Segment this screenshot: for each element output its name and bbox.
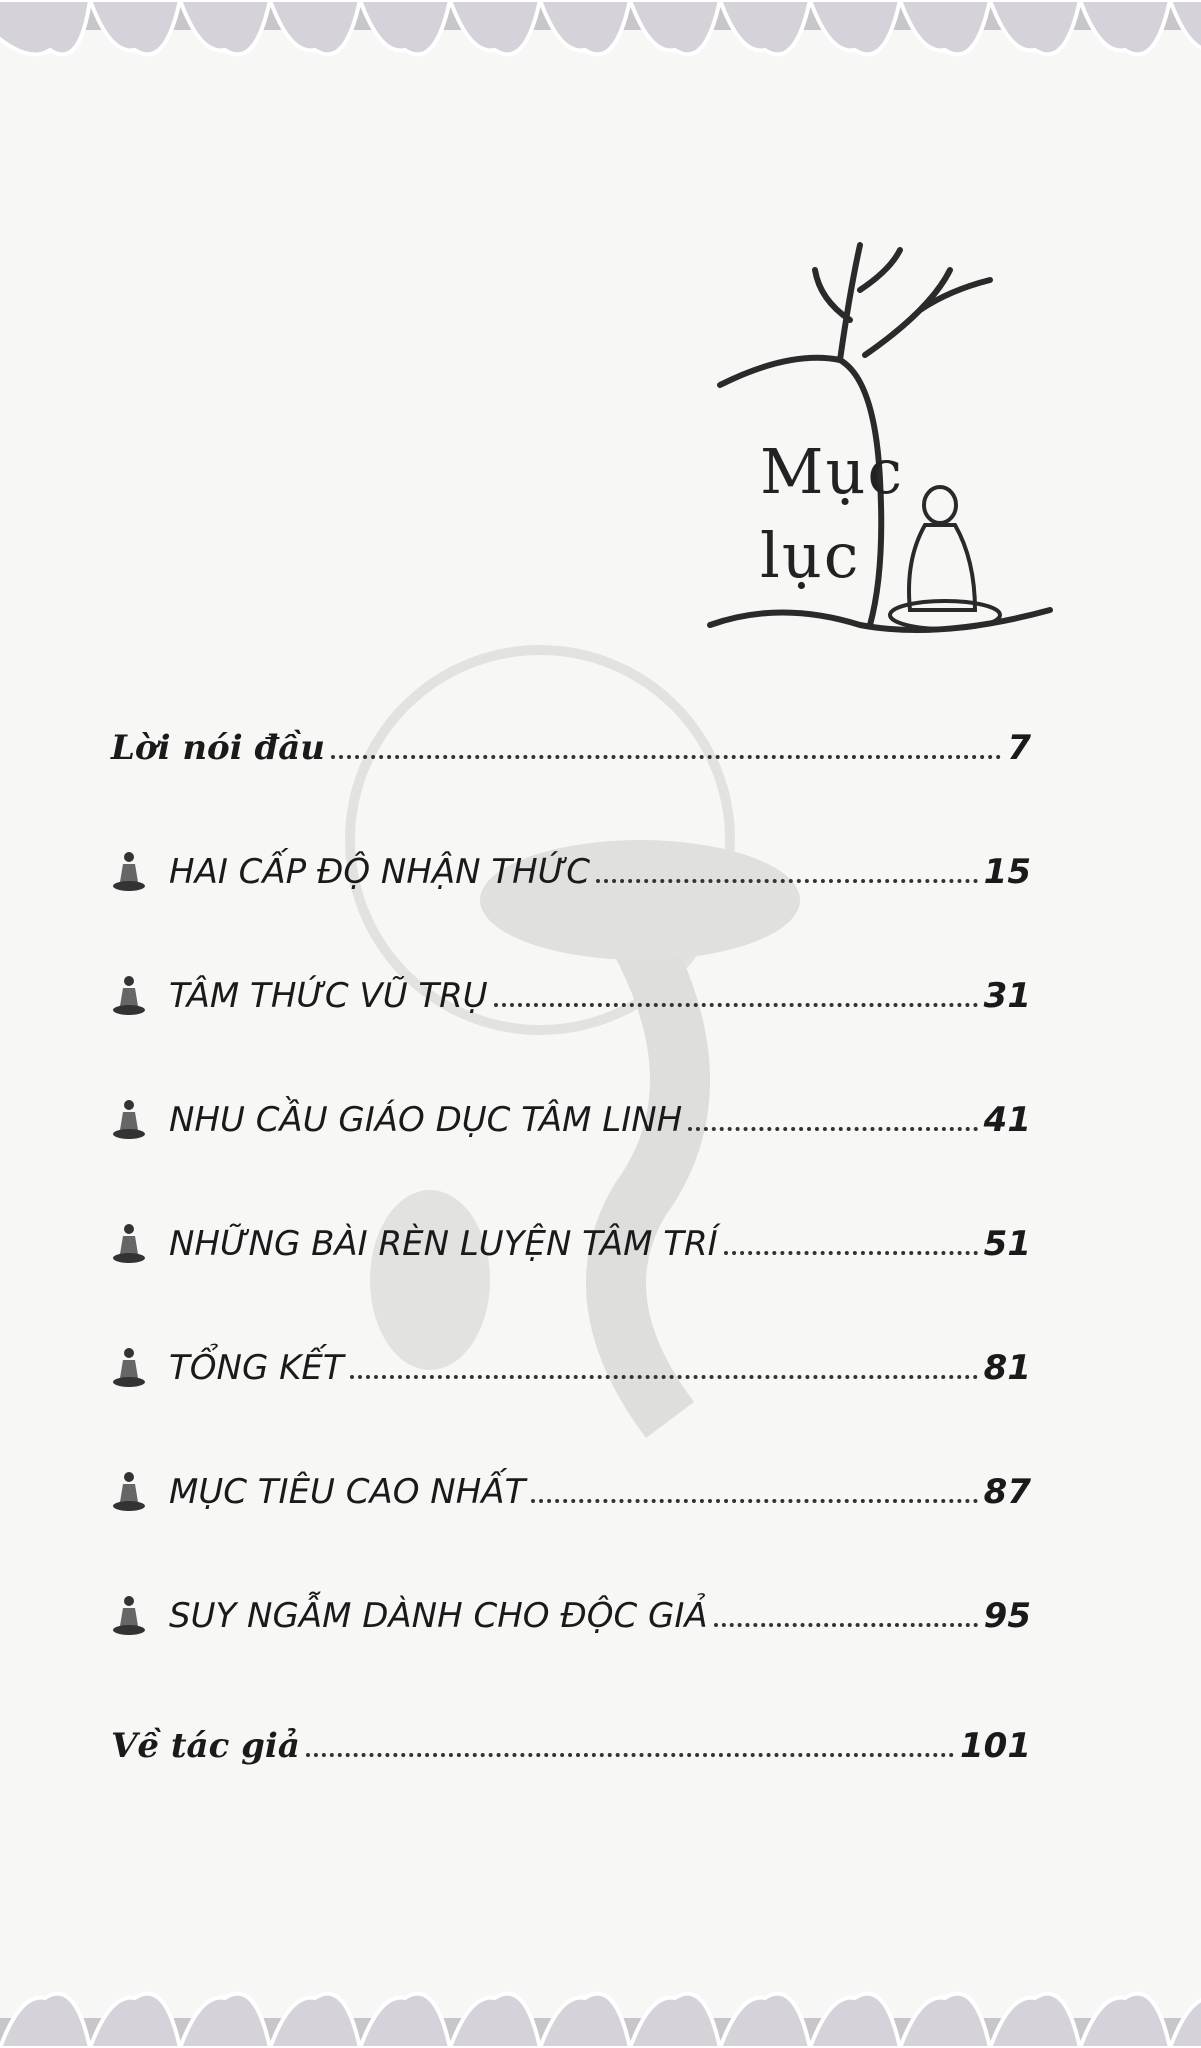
decorative-border-bottom — [0, 1988, 1201, 2048]
decorative-border-top — [0, 0, 1201, 60]
toc-entry-label: NHU CẦU GIÁO DỤC TÂM LINH — [169, 1100, 683, 1140]
toc-entry-page: 31 — [983, 976, 1031, 1016]
dot-leader — [494, 1003, 978, 1007]
toc-entry[interactable] — [111, 1716, 1031, 1766]
dot-leader — [714, 1623, 978, 1627]
toc-entry-label: NHỮNG BÀI RÈN LUYỆN TÂM TRÍ — [169, 1224, 718, 1264]
toc-entry-label: TỔNG KẾT — [169, 1348, 344, 1388]
meditating-figure-icon — [111, 1098, 147, 1140]
dot-leader — [724, 1251, 978, 1255]
toc-entry[interactable] — [111, 718, 1031, 768]
toc-entry[interactable] — [111, 1214, 1031, 1264]
toc-entry[interactable] — [111, 966, 1031, 1016]
page-title — [760, 430, 904, 598]
toc-entry-label: Lời nói đầu — [111, 728, 326, 768]
toc-entry-page: 51 — [983, 1224, 1031, 1264]
toc-entry-label: Về tác giả — [111, 1726, 300, 1766]
title-line-2: lục — [760, 519, 861, 592]
meditating-figure-icon — [111, 1346, 147, 1388]
toc-entry-label: MỤC TIÊU CAO NHẤT — [169, 1472, 526, 1512]
toc-entry[interactable] — [111, 842, 1031, 892]
toc-entry-label: SUY NGẪM DÀNH CHO ĐỘC GIẢ — [169, 1596, 708, 1636]
toc-entry[interactable] — [111, 1338, 1031, 1388]
title-line-1: Mục — [760, 435, 905, 508]
meditating-figure-icon — [111, 974, 147, 1016]
meditating-figure-icon — [111, 1222, 147, 1264]
dot-leader — [531, 1499, 977, 1503]
toc-entry-page: 15 — [983, 852, 1031, 892]
toc-entry-page: 95 — [983, 1596, 1031, 1636]
toc-entry[interactable] — [111, 1090, 1031, 1140]
dot-leader — [688, 1127, 977, 1131]
dot-leader — [306, 1753, 954, 1757]
toc-entry[interactable] — [111, 1462, 1031, 1512]
dot-leader — [350, 1375, 978, 1379]
dot-leader — [331, 755, 1001, 759]
toc-entry-label: TÂM THỨC VŨ TRỤ — [169, 976, 488, 1016]
toc-entry-label: HAI CẤP ĐỘ NHẬN THỨC — [169, 852, 590, 892]
meditating-figure-icon — [111, 1594, 147, 1636]
meditating-figure-icon — [111, 1470, 147, 1512]
toc-entry-page: 7 — [1007, 728, 1031, 768]
toc-entry-page: 81 — [983, 1348, 1031, 1388]
dot-leader — [596, 879, 978, 883]
toc-entry[interactable] — [111, 1586, 1031, 1636]
toc-entry-page: 87 — [983, 1472, 1031, 1512]
toc-entry-page: 101 — [960, 1726, 1031, 1766]
toc-entry-page: 41 — [983, 1100, 1031, 1140]
meditating-figure-icon — [111, 850, 147, 892]
